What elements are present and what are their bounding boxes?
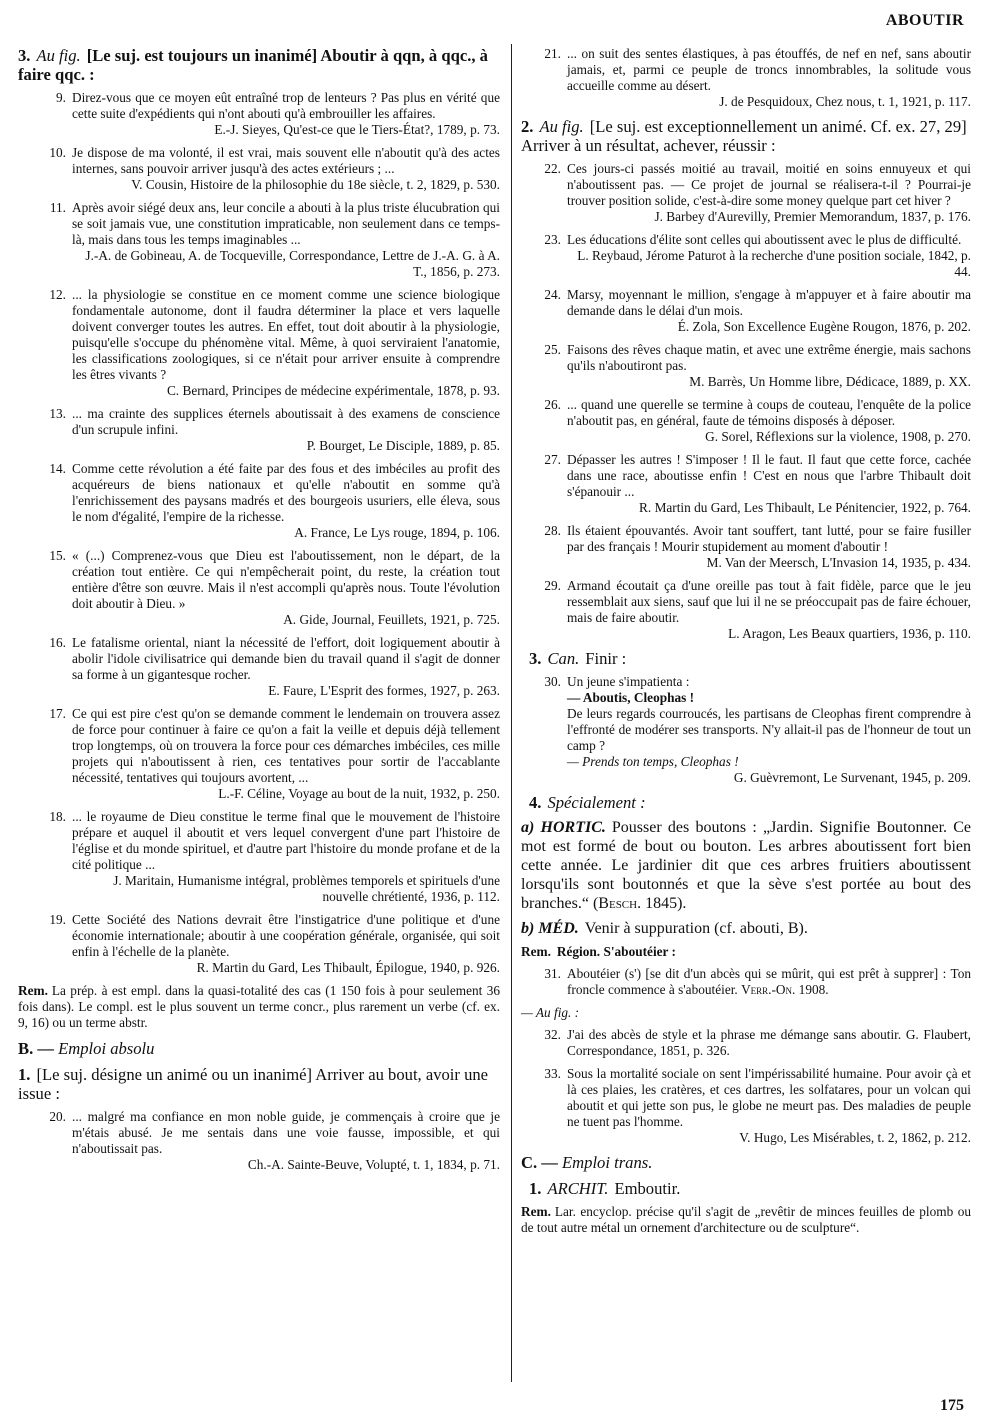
example-source: Verr.-On. 1908. [741,982,829,997]
example-quote: Armand écoutait ça d'une oreille pas tout à fait fidèle, parce que le jeu ressemblait aux siens, sauf que lui il ne se préoccupait pas de faire échouer, mais de faire aboutir. [567,578,971,625]
section-letter: C. — [521,1153,558,1172]
example-source: É. Zola, Son Excellence Eugène Rougon, 1876, p. 202. [677,319,971,334]
example-source: V. Hugo, Les Misérables, t. 2, 1862, p. 212. [739,1130,971,1145]
remark-label: Rem. [521,1204,551,1219]
example-33 [521,1066,971,1146]
column-divider [511,44,512,1382]
section-letter: B. — [18,1039,54,1058]
example-source: M. Van der Meersch, L'Invasion 14, 1935, p. 434. [706,555,971,570]
example-number: 19. [49,912,66,927]
sense-b-1 [18,1065,500,1103]
sense-number: 3. [529,649,542,668]
example-number: 21. [544,46,561,61]
remark-text: La prép. à est empl. dans la quasi-totalité des cas (1 150 fois à pour seulement 36 fois dans). Le compl. est le plus souvent un terme concr., plus rarement un verbe (cf. ex. 9, 16) ou un terme abstr. [18,983,500,1030]
sense-label: Au fig. [36,46,81,65]
remark-text: Lar. encyclop. précise qu'il s'agit de „revêtir de minces feuilles de plomb ou de tout autre métal un ornement d'architecture ou de sculpture“. [521,1204,971,1235]
au-fig-label: — Au fig. : [521,1005,580,1020]
spec-key: b) MÉD. [521,920,579,937]
sense-number: 4. [529,793,542,812]
example-number: 23. [544,232,561,247]
example-12 [18,287,500,399]
example-number: 16. [49,635,66,650]
example-number: 31. [544,966,561,981]
sense-definition: [Le suj. est toujours un inanimé] Aboutir à qqn, à qqc., à faire qqc. : [18,46,488,84]
section-name: Emploi absolu [58,1039,155,1058]
example-18 [18,809,500,905]
example-number: 13. [49,406,66,421]
example-quote: Aboutéier (s') [se dit d'un abcès qui se mûrit, qui est prêt à supprer] : Ton froncle commence à s'aboutéier. [567,966,971,997]
example-quote: Après avoir siégé deux ans, leur concile a abouti à la plus triste élucubration qui se soit jamais vue, une constitution impraticable, non seulement dans ce temps-là, mais dans tous les temps imaginables ... [72,200,500,247]
example-quote: Dépasser les autres ! S'imposer ! Il le faut. Il faut que cette force, cachée dans une race, aboutisse enfin ! C'est en nous que l'arbre Thibault doit s'épanouir ... [567,452,971,499]
spec-a-hortic [521,818,971,913]
right-column [521,46,971,1244]
example-source: P. Bourget, Le Disciple, 1889, p. 85. [306,438,500,453]
section-name: Emploi trans. [562,1153,653,1172]
example-quote: ... la physiologie se constitue en ce moment comme une science biologique fondamentale autonome, dont il faudra déterminer la place et vers laquelle doivent converger toutes les autres. En effet, tout doit aboutir à la physiologie, puisqu'elle s'occupe du phénomène vital. Même, à quoi serviraient l'anatomie, les classifications zoologiques, si ce n'était pour arriver ensuite à comprendre les êtres vivants ? [72,287,500,382]
sense-number: 2. [521,117,534,136]
example-line: Un jeune s'impatienta : [567,674,690,689]
au-fig-heading [521,1005,971,1021]
example-line: — Aboutis, Cleophas ! [567,690,695,705]
sense-label: Spécialement : [547,793,646,812]
sense-label: Au fig. [539,117,584,136]
example-number: 27. [544,452,561,467]
example-number: 12. [49,287,66,302]
example-14 [18,461,500,541]
example-source: E.-J. Sieyes, Qu'est-ce que le Tiers-État?, 1789, p. 73. [214,122,500,137]
example-number: 28. [544,523,561,538]
example-20 [18,1109,500,1173]
example-quote: Ils étaient épouvantés. Avoir tant souffert, tant lutté, pour se faire fusiller par des français ! Mourir stupidement au moment d'aboutir ! [567,523,971,554]
example-quote: Cette Société des Nations devrait être l'instigatrice d'une politique et d'une économie internationale; aboutir à une coopération générale, organisée, qui soit enfin à l'échelle de la planète. [72,912,500,959]
left-examples-list [18,90,500,976]
example-source: J. Maritain, Humanisme intégral, problèmes temporels et spirituels d'une nouvelle chrétienté, 1936, p. 112. [113,873,500,904]
example-source: V. Cousin, Histoire de la philosophie du 18e siècle, t. 2, 1829, p. 530. [131,177,500,192]
remark [18,983,500,1031]
example-source: R. Martin du Gard, Les Thibault, Épilogue, 1940, p. 926. [196,960,500,975]
example-27 [521,452,971,516]
example-line: — Prends ton temps, Cleophas ! [567,754,739,769]
left-column [18,46,500,1180]
remark-label: Rem. [18,983,48,998]
example-quote: Comme cette révolution a été faite par des fous et des imbéciles au profit des acquéreurs de biens nationaux et qu'elle n'aboutit en somme qu'à l'enrichissement des paysans madrés et des bourgeois usuriers, elle éleva, sous le nom d'égalité, l'empire de la richesse. [72,461,500,524]
sense-definition: [Le suj. désigne un animé ou un inanimé] Arriver au bout, avoir une issue : [18,1065,489,1103]
sense-definition: [Le suj. est exceptionnellement un animé. Cf. ex. 27, 29] Arriver à un résultat, achever, réussir : [521,117,967,155]
example-quote: Ces jours-ci passés moitié au travail, moitié en soins ennuyeux et qui n'aboutissent pas. — Ce projet de journal se réalisera-t-il ? Pourrai-je trouver position solide, c'est-à-dire some money quelque part cet hiver ? [567,161,971,208]
example-24 [521,287,971,335]
example-number: 26. [544,397,561,412]
example-source: J.-A. de Gobineau, A. de Tocqueville, Correspondance, Lettre de J.-A. G. à A. T., 1856, p. 273. [85,248,500,279]
example-quote: Marsy, moyennant le million, s'engage à m'appuyer et à faire aboutir ma demande dans le délai d'un mois. [567,287,971,318]
example-quote: ... quand une querelle se termine à coups de couteau, l'enquête de la police n'aboutit pas, en général, faute de témoins disposés à déposer. [567,397,971,428]
spec-b-med [521,919,971,938]
spec-source: (Besch. 1845). [592,895,687,912]
sense-number: 3. [18,46,31,65]
example-31 [521,966,971,998]
example-29 [521,578,971,642]
example-quote: Faisons des rêves chaque matin, et avec une extrême énergie, mais sachons qu'ils n'aboutiront pas. [567,342,971,373]
example-10 [18,145,500,193]
example-source: L.-F. Céline, Voyage au bout de la nuit, 1932, p. 250. [218,786,500,801]
spec-text: Pousser des boutons : „Jardin. Signifie Boutonner. Ce mot est formé de bout ou bouton. Les arbres aboutissent fort bien cette année. Le jardinier dit que ces arbres fruitiers aboutissent lorsqu'ils sont boutonnés et que la sève s'est portée au bout des branches.“ [521,819,972,912]
example-quote: « (...) Comprenez-vous que Dieu est l'aboutissement, non le départ, de la création tout entière. Ce qui n'empêcherait point, du reste, la création tout entière d'être son œuvre. Mais il n'est accompli qu'après nous. Toute l'évolution doit aboutir à Dieu. » [72,548,500,611]
example-number: 14. [49,461,66,476]
example-26 [521,397,971,445]
example-source: G. Sorel, Réflexions sur la violence, 1908, p. 270. [705,429,971,444]
example-quote: ... ma crainte des supplices éternels aboutissait à des examens de conscience d'un scrupule infini. [72,406,500,437]
example-quote: Les éducations d'élite sont celles qui aboutissent avec le plus de difficulté. [567,232,962,247]
example-number: 25. [544,342,561,357]
example-line: De leurs regards courroucés, les partisans de Cleophas firent comprendre à l'effronté de modérer ses transports. N'y allait-il pas de l'honneur de tout un camp ? [567,706,971,753]
example-21 [521,46,971,110]
right-examples-list [521,161,971,642]
example-source: L. Aragon, Les Beaux quartiers, 1936, p. 110. [728,626,971,641]
example-number: 11. [49,200,66,215]
sense-3-fig [18,46,500,84]
example-source: G. Guèvremont, Le Survenant, 1945, p. 209. [733,770,971,785]
example-11 [18,200,500,280]
remark-text: Région. S'aboutéier : [556,944,676,959]
example-32 [521,1027,971,1059]
example-19 [18,912,500,976]
example-source: J. de Pesquidoux, Chez nous, t. 1, 1921, p. 117. [719,94,971,109]
spec-key: a) HORTIC. [521,819,606,836]
example-source: A. France, Le Lys rouge, 1894, p. 106. [294,525,500,540]
example-13 [18,406,500,454]
example-source: A. Gide, Journal, Feuillets, 1921, p. 725. [283,612,500,627]
example-quote: Ce qui est pire c'est qu'on se demande comment le lendemain on trouvera assez de force pour continuer à faire ce qu'on a fait la veille et depuis déjà tellement trop longtemps, où on trouvera la force pour ces démarches imbéciles, ces mille projets qui n'aboutissent à rien, ces tentatives pour sortir de l'accablante nécessité, tentatives qui toujours avortent, ... [72,706,500,785]
sense-c-1 [521,1179,971,1198]
example-source: L. Reybaud, Jérome Paturot à la recherche d'une position sociale, 1842, p. 44. [577,248,971,279]
example-number: 29. [544,578,561,593]
example-30 [521,674,971,786]
remark-c [521,1204,971,1236]
example-source: R. Martin du Gard, Les Thibault, Le Pénitencier, 1922, p. 764. [639,500,971,515]
sense-3-can [521,649,971,668]
page-number: 175 [940,1397,964,1414]
example-source: J. Barbey d'Aurevilly, Premier Memorandum, 1837, p. 176. [654,209,971,224]
example-quote: Le fatalisme oriental, niant la nécessité de l'effort, doit logiquement aboutir à abolir l'idole civilisatrice qui demande bien du travail quand il s'agit de donner sa forme à un gigantesque rocher. [72,635,500,682]
example-number: 22. [544,161,561,176]
example-quote: ... le royaume de Dieu constitue le terme final que le mouvement de l'histoire prépare et auquel il aboutit et vers lequel convergent d'une part l'histoire de l'église et du monde spirituel, et d'autre part l'histoire du monde profane et de la cité politique ... [72,809,500,872]
example-quote: ... on suit des sentes élastiques, à pas étouffés, de nef en nef, sans aboutir jamais, et, parmi ce peuple de troncs innombrables, la solitude vous accueille comme au désert. [567,46,971,93]
example-number: 20. [49,1109,66,1124]
sense-definition: Emboutir. [614,1179,681,1198]
example-25 [521,342,971,390]
example-source: C. Bernard, Principes de médecine expérimentale, 1878, p. 93. [166,383,500,398]
example-number: 33. [544,1066,561,1081]
example-quote: Je dispose de ma volonté, il est vrai, mais souvent elle n'aboutit qu'à des actes internes, sans pouvoir arriver jusqu'à des actes extérieurs ; ... [72,145,500,176]
example-quote: J'ai des abcès de style et la phrase me démange sans aboutir. [567,1027,902,1042]
example-number: 15. [49,548,66,563]
example-source: Ch.-A. Sainte-Beuve, Volupté, t. 1, 1834, p. 71. [247,1157,500,1172]
example-quote: Sous la mortalité sociale on sent l'impérissabilité humaine. Pour avoir çà et là ces plaies, les cratères, et ces dartres, les solfatares, pour un volcan qui aboutit et qui jette son pus, le globe ne meurt pas. Des maladies de peuple ne tuent pas l'homme. [567,1066,971,1129]
sense-4-spec [521,793,971,812]
sense-2-fig [521,117,971,155]
running-headword: ABOUTIR [885,12,964,29]
example-number: 17. [49,706,66,721]
sense-label: Can. [547,649,580,668]
example-number: 30. [544,674,561,689]
remark-region [521,944,971,960]
example-16 [18,635,500,699]
example-source: E. Faure, L'Esprit des formes, 1927, p. 263. [268,683,500,698]
example-number: 9. [56,90,66,105]
example-number: 24. [544,287,561,302]
example-quote: ... malgré ma confiance en mon noble guide, je commençais à croire que je m'étais abusé. Je me sentais dans une voie fausse, impossible, et qui n'aboutissait pas. [72,1109,500,1156]
example-number: 32. [544,1027,561,1042]
sense-label: ARCHIT. [547,1179,609,1198]
example-number: 18. [49,809,66,824]
sense-number: 1. [529,1179,542,1198]
sense-number: 1. [18,1065,31,1084]
sense-definition: Finir : [585,649,627,668]
example-15 [18,548,500,628]
section-c [521,1153,971,1173]
example-28 [521,523,971,571]
example-22 [521,161,971,225]
example-23 [521,232,971,280]
example-number: 10. [49,145,66,160]
example-9 [18,90,500,138]
section-b [18,1039,500,1059]
remark-label: Rem. [521,944,551,959]
spec-text: Venir à suppuration (cf. abouti, B). [584,920,808,937]
example-source: G. Flaubert, Correspondance, 1851, p. 326. [567,1027,972,1058]
example-17 [18,706,500,802]
example-source: M. Barrès, Un Homme libre, Dédicace, 1889, p. XX. [689,374,971,389]
example-quote: Direz-vous que ce moyen eût entraîné trop de lenteurs ? Pas plus en vérité que cette suite d'expédients qui n'ont abouti qu'à embrouiller les affaires. [72,90,500,121]
